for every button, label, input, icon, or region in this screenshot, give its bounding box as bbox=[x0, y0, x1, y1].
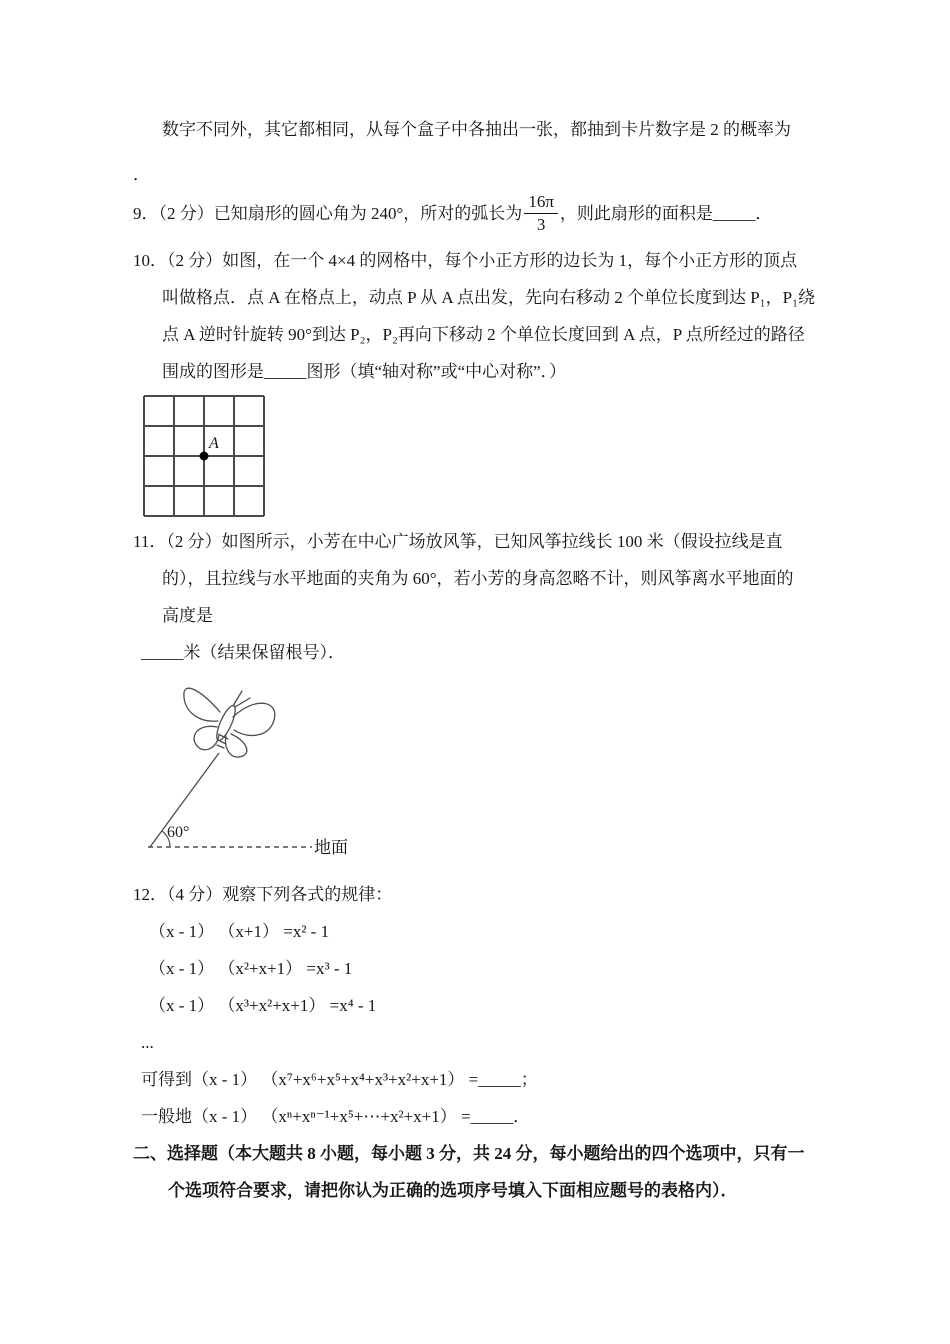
grid-figure bbox=[143, 395, 265, 517]
question-10-line-2: 叫做格点．点 A 在格点上，动点 P 从 A 点出发，先向右移动 2 个单位长度到达 P₁，P₁绕 bbox=[162, 288, 816, 307]
question-10-line-1: 10．（2 分）如图，在一个 4×4 的网格中，每个小正方形的边长为 1，每个小正方形的顶点 bbox=[133, 251, 798, 270]
question-12-equation-5: 一般地（x - 1） （xⁿ+xⁿ⁻¹+x⁵+⋯+x²+x+1） =_____． bbox=[141, 1107, 531, 1126]
question-10-line-3: 点 A 逆时针旋转 90°到达 P₂，P₂再向下移动 2 个单位长度回到 A 点，P 点所经过的路径 bbox=[162, 325, 805, 344]
question-12-line-1: 12．（4 分）观察下列各式的规律： bbox=[133, 885, 393, 904]
question-9 bbox=[133, 193, 880, 237]
question-8-continuation-line: 数字不同外，其它都相同，从每个盒子中各抽出一张，都抽到卡片数字是 2 的概率为 bbox=[162, 120, 791, 139]
section-2-heading-line-1: 二、选择题（本大题共 8 小题，每小题 3 分，共 24 分，每小题给出的四个选项中，只有一 bbox=[133, 1144, 805, 1163]
question-12-equation-3: （x - 1） （x³+x²+x+1） =x⁴ - 1 bbox=[149, 996, 377, 1015]
question-11-line-4: _____米（结果保留根号）． bbox=[141, 643, 345, 662]
kite-figure bbox=[140, 671, 412, 859]
question-11-line-3: 高度是 bbox=[162, 606, 213, 625]
question-10-line-4: 围成的图形是_____图形（填“轴对称”或“中心对称”．） bbox=[162, 362, 567, 381]
question-9-suffix: ，则此扇形的面积是_____． bbox=[559, 203, 773, 223]
angle-label: 60° bbox=[167, 824, 190, 841]
question-12-ellipsis: ... bbox=[141, 1033, 154, 1052]
ground-label: 地面 bbox=[314, 838, 348, 857]
question-8-end-period: ． bbox=[133, 165, 150, 184]
question-11-line-2: 的），且拉线与水平地面的夹角为 60°，若小芳的身高忽略不计，则风筝离水平地面的 bbox=[162, 569, 794, 588]
question-12-equation-1: （x - 1） （x+1） =x² - 1 bbox=[149, 922, 330, 941]
fraction-denominator: 3 bbox=[536, 215, 546, 234]
fraction-16pi-over-3 bbox=[524, 191, 558, 235]
point-A-label: A bbox=[209, 435, 219, 452]
question-12-equation-2: （x - 1） （x²+x+1） =x³ - 1 bbox=[149, 959, 353, 978]
question-12-equation-4: 可得到（x - 1） （x⁷+x⁶+x⁵+x⁴+x³+x²+x+1） =_____； bbox=[141, 1070, 538, 1089]
fraction-numerator: 16π bbox=[524, 191, 558, 214]
question-9-prefix: 9．（2 分）已知扇形的圆心角为 240°，所对的弧长为 bbox=[133, 203, 523, 223]
question-11-line-1: 11．（2 分）如图所示，小芳在中心广场放风筝，已知风筝拉线长 100 米（假设拉线是直 bbox=[133, 532, 783, 551]
point-A-dot bbox=[200, 452, 209, 461]
butterfly-kite-icon bbox=[184, 688, 275, 757]
section-2-heading-line-2: 个选项符合要求，请把你认为正确的选项序号填入下面相应题号的表格内）． bbox=[168, 1181, 738, 1200]
